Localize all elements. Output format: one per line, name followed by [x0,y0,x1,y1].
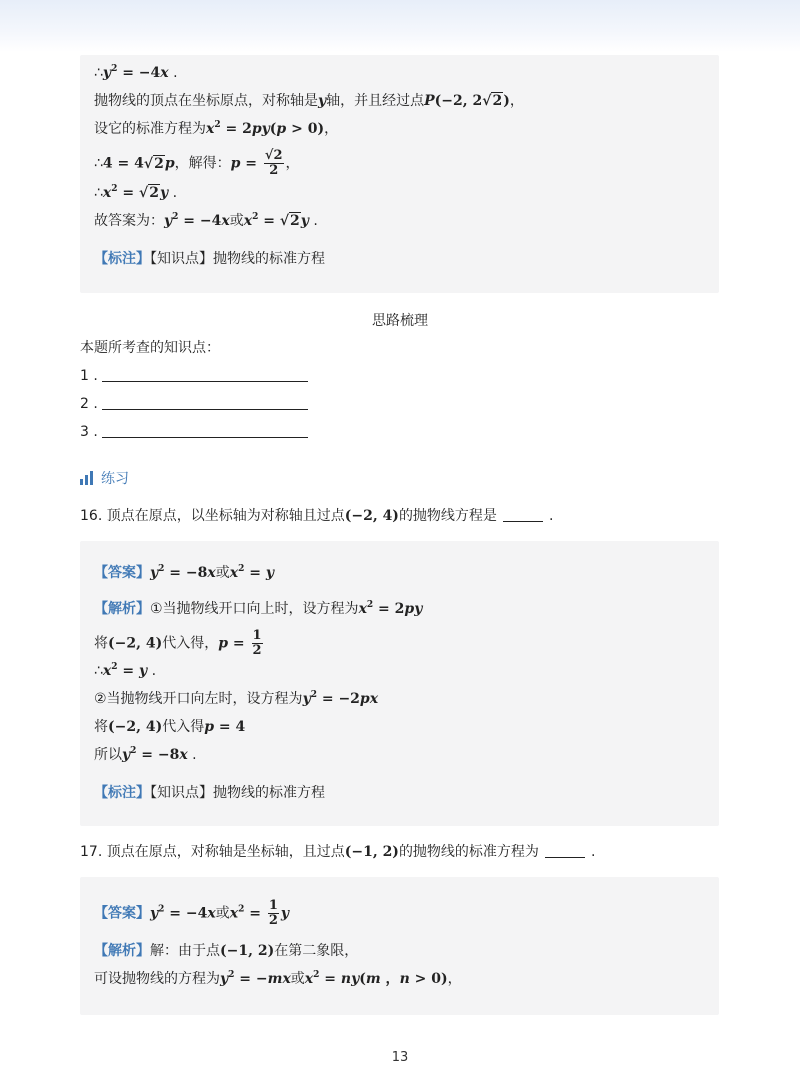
knowledge-item-1: 1 . [80,366,308,386]
thinking-title: 思路梳理 [372,313,428,329]
solution-line-2: 抛物线的顶点在坐标原点，对称轴是y轴，并且经过点P(−2, 2√2)， [94,93,524,109]
analysis-line-1: 【解析】①当抛物线开口向上时，设方程为$x^2 = 2py$ [94,600,423,617]
note-tag: 【标注】 [94,251,150,267]
knowledge-item-2: 2 . [80,394,308,414]
note-line: 【标注】【知识点】抛物线的标准方程 [94,251,325,267]
solution-line-5: $\therefore x^2 = √2y$ . [94,184,178,201]
bar-chart-icon [80,471,93,485]
solution-line-4: ∴4 = 4√2p，解得：p = $\frac{√2}{2}$ ， [94,148,300,178]
answer-blank[interactable] [102,396,308,410]
practice-heading: 练习 [80,468,129,488]
analysis-line-1: 【解析】解：由于点(−1, 2)在第二象限， [94,943,359,959]
analysis-line-4: ②当抛物线开口向左时，设方程为$y^2 = -2px$ [94,690,379,707]
analysis-line-2: 将(−2, 4)代入得，p = $\frac{1}{2}$ [94,628,262,658]
question-16: 16. 顶点在原点，以坐标轴为对称轴且过点(−2, 4)的抛物线方程是 . [80,508,554,524]
answer-blank[interactable] [102,424,308,438]
answer-tag: 【答案】 [94,905,150,922]
solution-box-17 [80,877,719,1015]
analysis-line-3: $\therefore x^2 = y$ . [94,662,157,679]
answer-line: 【答案】$y^2 = -4x$或$x^2$ = $\frac{1}{2}$ y [94,898,290,928]
solution-line-3: 设它的标准方程为$x^2 = 2py(p > 0)$， [94,120,339,137]
knowledge-item-3: 3 . [80,422,308,442]
analysis-tag: 【解析】 [94,601,150,617]
answer-blank[interactable] [102,368,308,382]
solution-box-15 [80,55,719,293]
answer-tag: 【答案】 [94,565,150,581]
page-number: 13 [391,1050,409,1065]
solution-line-6: 故答案为：$y^2 = -4x$或$x^2 = √2y$ . [94,212,318,229]
note-line: 【标注】【知识点】抛物线的标准方程 [94,785,325,801]
analysis-tag: 【解析】 [94,943,150,959]
thinking-intro: 本题所考查的知识点： [80,340,220,356]
analysis-line-6: 所以$y^2 = -8x$ . [94,746,197,763]
analysis-line-5: 将(−2, 4)代入得p = 4 [94,719,246,735]
analysis-line-2: 可设抛物线的方程为$y^2 = -mx$或$x^2 = ny(m$ ，n > 0)， [94,970,462,987]
solution-line-1: $\therefore y^2 = -4x$ . [94,64,178,81]
answer-line: 【答案】$y^2 = -8x$或$x^2 = y$ [94,564,274,581]
question-17: 17. 顶点在原点，对称轴是坐标轴，且过点(−1, 2)的抛物线的标准方程为 . [80,844,596,860]
solution-box-16 [80,541,719,826]
answer-blank[interactable] [545,844,585,858]
note-tag: 【标注】 [94,785,150,801]
header-band [0,0,800,52]
answer-blank[interactable] [503,508,543,522]
